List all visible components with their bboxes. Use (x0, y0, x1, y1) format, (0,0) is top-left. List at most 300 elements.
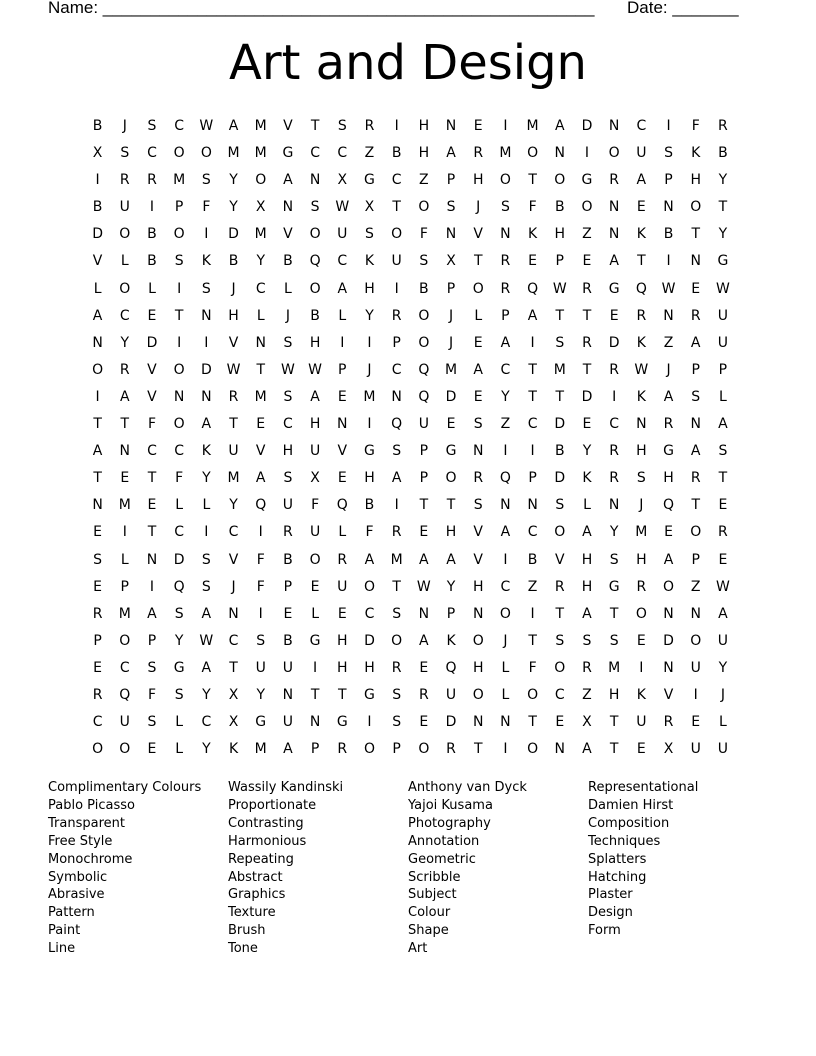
grid-cell[interactable]: J (231, 280, 236, 297)
grid-cell[interactable]: I (177, 334, 182, 351)
grid-cell[interactable]: I (584, 145, 590, 162)
grid-cell[interactable]: I (204, 334, 209, 351)
grid-cell[interactable]: L (501, 659, 510, 676)
grid-cell[interactable]: N (500, 714, 511, 731)
grid-cell[interactable]: M (118, 605, 131, 622)
grid-cell[interactable]: I (340, 334, 345, 351)
grid-cell[interactable]: N (608, 497, 620, 514)
grid-cell[interactable]: U (282, 659, 294, 676)
grid-cell[interactable]: H (418, 145, 430, 162)
grid-cell[interactable]: H (636, 443, 647, 460)
grid-cell[interactable]: G (364, 443, 375, 460)
grid-cell[interactable]: J (476, 199, 481, 216)
grid-cell[interactable]: O (309, 551, 321, 568)
grid-cell[interactable]: S (555, 334, 565, 351)
grid-cell[interactable]: Q (309, 253, 321, 270)
grid-cell[interactable]: O (309, 226, 321, 243)
grid-cell[interactable]: A (473, 361, 483, 378)
name-field-label[interactable]: Name: ____________________________________________________ (48, 0, 595, 17)
grid-cell[interactable]: H (636, 551, 647, 568)
grid-cell[interactable]: N (663, 307, 674, 324)
grid-cell[interactable]: Y (609, 524, 619, 541)
grid-cell[interactable]: T (473, 253, 483, 270)
grid-cell[interactable]: S (120, 145, 130, 162)
grid-cell[interactable]: N (418, 605, 430, 622)
grid-cell[interactable]: O (391, 632, 403, 649)
grid-cell[interactable]: B (364, 497, 375, 514)
grid-cell[interactable]: H (472, 172, 484, 189)
grid-cell[interactable]: P (446, 605, 456, 622)
grid-cell[interactable]: Y (174, 632, 184, 649)
grid-cell[interactable]: I (639, 659, 644, 676)
grid-cell[interactable]: R (609, 470, 620, 487)
grid-cell[interactable]: O (472, 686, 484, 703)
grid-cell[interactable]: L (120, 551, 129, 568)
grid-cell[interactable]: D (445, 388, 457, 405)
grid-cell[interactable]: R (582, 280, 592, 297)
grid-cell[interactable]: B (310, 307, 320, 324)
grid-cell[interactable]: X (228, 686, 239, 703)
grid-cell[interactable]: V (228, 551, 239, 568)
grid-cell[interactable]: J (122, 118, 127, 134)
grid-cell[interactable]: U (717, 632, 729, 649)
grid-cell[interactable]: W (199, 118, 214, 134)
grid-cell[interactable]: O (119, 280, 131, 297)
grid-cell[interactable]: K (228, 741, 239, 758)
grid-cell[interactable]: N (255, 334, 266, 351)
grid-cell[interactable]: T (528, 714, 537, 731)
grid-cell[interactable]: E (120, 470, 130, 487)
grid-cell[interactable]: N (92, 334, 103, 351)
grid-cell[interactable]: C (174, 524, 185, 541)
grid-cell[interactable]: K (636, 686, 646, 703)
grid-cell[interactable]: C (527, 524, 538, 541)
grid-cell[interactable]: A (92, 307, 103, 324)
grid-cell[interactable]: N (201, 307, 212, 324)
grid-cell[interactable]: T (147, 470, 157, 487)
grid-cell[interactable]: O (499, 605, 511, 622)
grid-cell[interactable]: O (173, 226, 185, 243)
grid-cell[interactable]: S (636, 470, 646, 487)
grid-cell[interactable]: I (503, 118, 508, 134)
grid-cell[interactable]: I (177, 280, 182, 297)
grid-cell[interactable]: S (201, 280, 211, 297)
grid-cell[interactable]: A (663, 388, 674, 405)
grid-cell[interactable]: R (718, 118, 728, 134)
grid-cell[interactable]: H (608, 686, 620, 703)
grid-cell[interactable]: L (338, 524, 347, 541)
grid-cell[interactable]: A (554, 118, 565, 134)
grid-cell[interactable]: Z (527, 578, 538, 595)
grid-cell[interactable]: B (147, 226, 157, 243)
grid-cell[interactable]: T (174, 307, 184, 324)
grid-cell[interactable]: J (448, 307, 454, 324)
grid-cell[interactable]: L (175, 741, 184, 758)
grid-cell[interactable]: N (500, 226, 511, 243)
grid-cell[interactable]: N (636, 416, 647, 433)
grid-cell[interactable]: C (147, 145, 157, 162)
grid-cell[interactable]: N (554, 145, 566, 162)
grid-cell[interactable]: W (280, 361, 295, 378)
grid-cell[interactable]: A (636, 172, 647, 189)
grid-cell[interactable]: E (718, 551, 728, 568)
grid-cell[interactable]: Q (336, 497, 348, 514)
grid-cell[interactable]: C (609, 416, 620, 433)
grid-cell[interactable]: O (663, 578, 675, 595)
grid-cell[interactable]: A (446, 551, 456, 568)
grid-cell[interactable]: A (690, 334, 701, 351)
grid-cell[interactable]: O (173, 145, 185, 162)
grid-cell[interactable]: W (634, 361, 649, 378)
grid-cell[interactable]: P (174, 199, 184, 216)
grid-cell[interactable]: P (691, 551, 700, 568)
grid-cell[interactable]: W (715, 280, 730, 297)
grid-cell[interactable]: E (691, 280, 701, 297)
grid-cell[interactable]: E (582, 253, 592, 270)
grid-cell[interactable]: N (309, 714, 321, 731)
grid-cell[interactable]: Z (364, 145, 375, 162)
grid-cell[interactable]: M (499, 145, 512, 162)
grid-cell[interactable]: R (446, 741, 456, 758)
grid-cell[interactable]: U (690, 659, 701, 676)
grid-cell[interactable]: Y (582, 443, 592, 460)
grid-cell[interactable]: Q (418, 388, 430, 405)
grid-cell[interactable]: L (256, 307, 265, 324)
grid-cell[interactable]: Q (499, 470, 511, 487)
grid-cell[interactable]: A (419, 551, 429, 568)
grid-cell[interactable]: Z (663, 334, 674, 351)
grid-cell[interactable]: A (201, 416, 212, 433)
grid-cell[interactable]: G (336, 714, 348, 731)
grid-cell[interactable]: S (147, 714, 157, 731)
grid-cell[interactable]: J (503, 632, 508, 649)
grid-cell[interactable]: V (337, 443, 348, 460)
grid-cell[interactable]: X (255, 199, 266, 216)
grid-cell[interactable]: C (337, 145, 348, 162)
grid-cell[interactable]: D (608, 334, 620, 351)
grid-cell[interactable]: T (528, 632, 537, 649)
grid-cell[interactable]: Y (365, 307, 374, 324)
grid-cell[interactable]: K (691, 145, 701, 162)
grid-cell[interactable]: Y (446, 578, 456, 595)
grid-cell[interactable]: I (149, 199, 155, 216)
grid-cell[interactable]: R (337, 551, 348, 568)
grid-cell[interactable]: W (308, 361, 323, 378)
grid-cell[interactable]: I (313, 659, 318, 676)
grid-cell[interactable]: I (149, 578, 155, 595)
grid-cell[interactable]: T (528, 172, 537, 189)
grid-cell[interactable]: T (555, 388, 565, 405)
grid-cell[interactable]: R (554, 578, 565, 595)
grid-cell[interactable]: N (690, 416, 701, 433)
grid-cell[interactable]: R (582, 659, 592, 676)
grid-cell[interactable]: Q (445, 659, 457, 676)
grid-cell[interactable]: O (173, 416, 185, 433)
grid-cell[interactable]: R (391, 524, 402, 541)
grid-cell[interactable]: M (227, 145, 240, 162)
grid-cell[interactable]: O (119, 741, 131, 758)
grid-cell[interactable]: P (93, 632, 102, 649)
grid-cell[interactable]: R (663, 416, 674, 433)
grid-cell[interactable]: N (690, 605, 701, 622)
grid-cell[interactable]: L (93, 280, 102, 297)
grid-cell[interactable]: O (418, 307, 430, 324)
grid-cell[interactable]: R (690, 470, 701, 487)
grid-cell[interactable]: S (609, 632, 619, 649)
grid-cell[interactable]: M (254, 118, 267, 134)
grid-cell[interactable]: N (92, 497, 103, 514)
grid-cell[interactable]: T (555, 605, 565, 622)
grid-cell[interactable]: T (310, 686, 320, 703)
grid-cell[interactable]: M (118, 497, 131, 514)
grid-cell[interactable]: E (473, 334, 483, 351)
grid-cell[interactable]: J (666, 361, 671, 378)
grid-cell[interactable]: N (608, 118, 620, 134)
grid-cell[interactable]: B (554, 199, 565, 216)
grid-cell[interactable]: S (473, 497, 483, 514)
grid-cell[interactable]: I (95, 388, 100, 405)
grid-cell[interactable]: F (311, 497, 320, 514)
grid-cell[interactable]: E (93, 524, 103, 541)
grid-cell[interactable]: A (119, 388, 130, 405)
grid-cell[interactable]: Y (202, 470, 211, 487)
grid-cell[interactable]: S (691, 388, 701, 405)
grid-cell[interactable]: O (690, 524, 702, 541)
grid-cell[interactable]: A (609, 253, 619, 270)
grid-cell[interactable]: N (527, 497, 538, 514)
grid-cell[interactable]: P (691, 361, 700, 378)
grid-cell[interactable]: N (445, 118, 457, 134)
grid-cell[interactable]: S (419, 253, 429, 270)
grid-cell[interactable]: C (228, 632, 239, 649)
grid-cell[interactable]: A (201, 605, 212, 622)
grid-cell[interactable]: T (582, 307, 592, 324)
grid-cell[interactable]: S (256, 632, 266, 649)
grid-cell[interactable]: O (92, 361, 104, 378)
grid-cell[interactable]: L (202, 497, 211, 514)
grid-cell[interactable]: E (337, 388, 347, 405)
grid-cell[interactable]: I (95, 172, 100, 189)
grid-cell[interactable]: E (147, 307, 157, 324)
grid-cell[interactable]: Q (418, 361, 430, 378)
grid-cell[interactable]: K (636, 388, 646, 405)
grid-cell[interactable]: T (528, 388, 537, 405)
grid-cell[interactable]: U (337, 226, 348, 243)
grid-cell[interactable]: Z (500, 416, 511, 433)
grid-cell[interactable]: E (691, 714, 701, 731)
grid-cell[interactable]: S (392, 443, 402, 460)
grid-cell[interactable]: X (310, 470, 320, 487)
grid-cell[interactable]: B (419, 280, 429, 297)
grid-cell[interactable]: X (228, 714, 239, 731)
grid-cell[interactable]: K (528, 226, 538, 243)
grid-cell[interactable]: N (228, 605, 239, 622)
grid-cell[interactable]: T (718, 199, 728, 216)
grid-cell[interactable]: T (718, 470, 728, 487)
grid-cell[interactable]: H (364, 470, 375, 487)
grid-cell[interactable]: E (636, 741, 646, 758)
grid-cell[interactable]: F (147, 416, 156, 433)
grid-cell[interactable]: V (473, 551, 483, 568)
grid-cell[interactable]: R (473, 145, 484, 162)
grid-cell[interactable]: O (690, 199, 702, 216)
grid-cell[interactable]: M (608, 659, 621, 676)
grid-cell[interactable]: B (92, 118, 103, 134)
grid-cell[interactable]: F (528, 659, 537, 676)
grid-cell[interactable]: B (228, 253, 239, 270)
grid-cell[interactable]: T (473, 741, 483, 758)
grid-cell[interactable]: H (364, 280, 375, 297)
grid-cell[interactable]: E (93, 578, 103, 595)
grid-cell[interactable]: U (717, 741, 729, 758)
grid-cell[interactable]: Q (527, 280, 539, 297)
grid-cell[interactable]: F (256, 551, 265, 568)
grid-cell[interactable]: Z (419, 172, 429, 189)
grid-cell[interactable]: S (664, 145, 673, 162)
grid-cell[interactable]: L (120, 253, 129, 270)
grid-cell[interactable]: O (608, 145, 620, 162)
grid-cell[interactable]: S (365, 226, 374, 243)
grid-cell[interactable]: B (283, 253, 293, 270)
grid-cell[interactable]: O (472, 280, 484, 297)
grid-cell[interactable]: E (609, 307, 619, 324)
grid-cell[interactable]: C (174, 443, 185, 460)
grid-cell[interactable]: H (337, 659, 348, 676)
grid-cell[interactable]: Q (173, 578, 185, 595)
grid-cell[interactable]: C (255, 280, 266, 297)
grid-cell[interactable]: U (282, 497, 294, 514)
grid-cell[interactable]: V (473, 226, 483, 243)
grid-cell[interactable]: S (201, 551, 211, 568)
grid-cell[interactable]: D (554, 416, 566, 433)
grid-cell[interactable]: M (553, 361, 566, 378)
grid-cell[interactable]: H (309, 416, 321, 433)
grid-cell[interactable]: I (530, 334, 535, 351)
grid-cell[interactable]: R (92, 605, 103, 622)
grid-cell[interactable]: E (555, 714, 565, 731)
grid-cell[interactable]: L (148, 280, 156, 297)
grid-cell[interactable]: E (664, 524, 673, 541)
grid-cell[interactable]: L (501, 686, 510, 703)
grid-cell[interactable]: E (582, 416, 592, 433)
grid-cell[interactable]: T (93, 416, 102, 433)
grid-cell[interactable]: M (227, 470, 240, 487)
grid-cell[interactable]: E (283, 605, 293, 622)
grid-cell[interactable]: A (228, 118, 239, 134)
grid-cell[interactable]: R (147, 172, 157, 189)
grid-cell[interactable]: R (636, 578, 647, 595)
grid-cell[interactable]: T (338, 686, 347, 703)
grid-cell[interactable]: D (173, 551, 185, 568)
grid-cell[interactable]: T (392, 199, 401, 216)
grid-cell[interactable]: Y (256, 686, 265, 703)
grid-cell[interactable]: C (391, 361, 402, 378)
grid-cell[interactable]: S (337, 118, 347, 134)
grid-cell[interactable]: A (446, 145, 456, 162)
grid-cell[interactable]: K (364, 253, 375, 270)
grid-cell[interactable]: M (635, 524, 648, 541)
grid-cell[interactable]: W (661, 280, 676, 297)
grid-cell[interactable]: Y (718, 226, 728, 243)
grid-cell[interactable]: S (392, 686, 402, 703)
grid-cell[interactable]: A (718, 605, 728, 622)
grid-cell[interactable]: I (367, 714, 372, 731)
grid-cell[interactable]: U (282, 714, 294, 731)
grid-cell[interactable]: H (472, 578, 484, 595)
grid-cell[interactable]: Y (229, 199, 238, 216)
grid-cell[interactable]: F (147, 686, 156, 703)
grid-cell[interactable]: O (635, 605, 647, 622)
grid-cell[interactable]: W (335, 199, 350, 216)
grid-cell[interactable]: W (199, 632, 214, 649)
grid-cell[interactable]: A (500, 334, 511, 351)
grid-cell[interactable]: V (283, 226, 293, 243)
grid-cell[interactable]: C (201, 714, 212, 731)
grid-cell[interactable]: N (282, 686, 294, 703)
grid-cell[interactable]: A (364, 551, 375, 568)
grid-cell[interactable]: T (229, 416, 238, 433)
grid-cell[interactable]: L (175, 714, 184, 731)
grid-cell[interactable]: K (582, 470, 592, 487)
grid-cell[interactable]: G (255, 714, 267, 731)
grid-cell[interactable]: R (119, 361, 130, 378)
grid-cell[interactable]: A (718, 416, 728, 433)
grid-cell[interactable]: Q (391, 416, 403, 433)
grid-cell[interactable]: N (146, 551, 158, 568)
grid-cell[interactable]: D (92, 226, 103, 243)
grid-cell[interactable]: U (717, 307, 729, 324)
grid-cell[interactable]: L (474, 307, 483, 324)
grid-cell[interactable]: L (338, 307, 347, 324)
grid-cell[interactable]: I (503, 741, 508, 758)
grid-cell[interactable]: J (720, 686, 725, 703)
grid-cell[interactable]: V (283, 118, 293, 134)
grid-cell[interactable]: N (337, 416, 348, 433)
grid-cell[interactable]: S (283, 334, 293, 351)
grid-cell[interactable]: Y (202, 741, 211, 758)
grid-cell[interactable]: C (527, 416, 538, 433)
grid-cell[interactable]: I (666, 118, 671, 134)
grid-cell[interactable]: M (173, 172, 186, 189)
grid-cell[interactable]: O (391, 226, 403, 243)
grid-cell[interactable]: A (527, 307, 538, 324)
grid-cell[interactable]: T (609, 714, 619, 731)
grid-cell[interactable]: A (582, 741, 592, 758)
grid-cell[interactable]: D (228, 226, 239, 243)
grid-cell[interactable]: O (92, 741, 104, 758)
grid-cell[interactable]: L (284, 280, 292, 297)
grid-cell[interactable]: O (690, 632, 702, 649)
grid-cell[interactable]: N (663, 659, 674, 676)
grid-cell[interactable]: D (581, 388, 593, 405)
grid-cell[interactable]: I (204, 524, 209, 541)
grid-cell[interactable]: S (201, 172, 211, 189)
grid-cell[interactable]: Z (582, 686, 592, 703)
grid-cell[interactable]: U (309, 524, 321, 541)
grid-cell[interactable]: T (609, 605, 619, 622)
grid-cell[interactable]: C (228, 524, 239, 541)
grid-cell[interactable]: T (93, 470, 102, 487)
grid-cell[interactable]: S (718, 443, 728, 460)
grid-cell[interactable]: C (174, 118, 185, 134)
grid-cell[interactable]: M (254, 388, 267, 405)
grid-cell[interactable]: H (418, 118, 430, 134)
grid-cell[interactable]: F (256, 578, 265, 595)
grid-cell[interactable]: R (418, 686, 429, 703)
grid-cell[interactable]: J (367, 361, 372, 378)
grid-cell[interactable]: G (581, 172, 593, 189)
grid-cell[interactable]: O (255, 172, 267, 189)
